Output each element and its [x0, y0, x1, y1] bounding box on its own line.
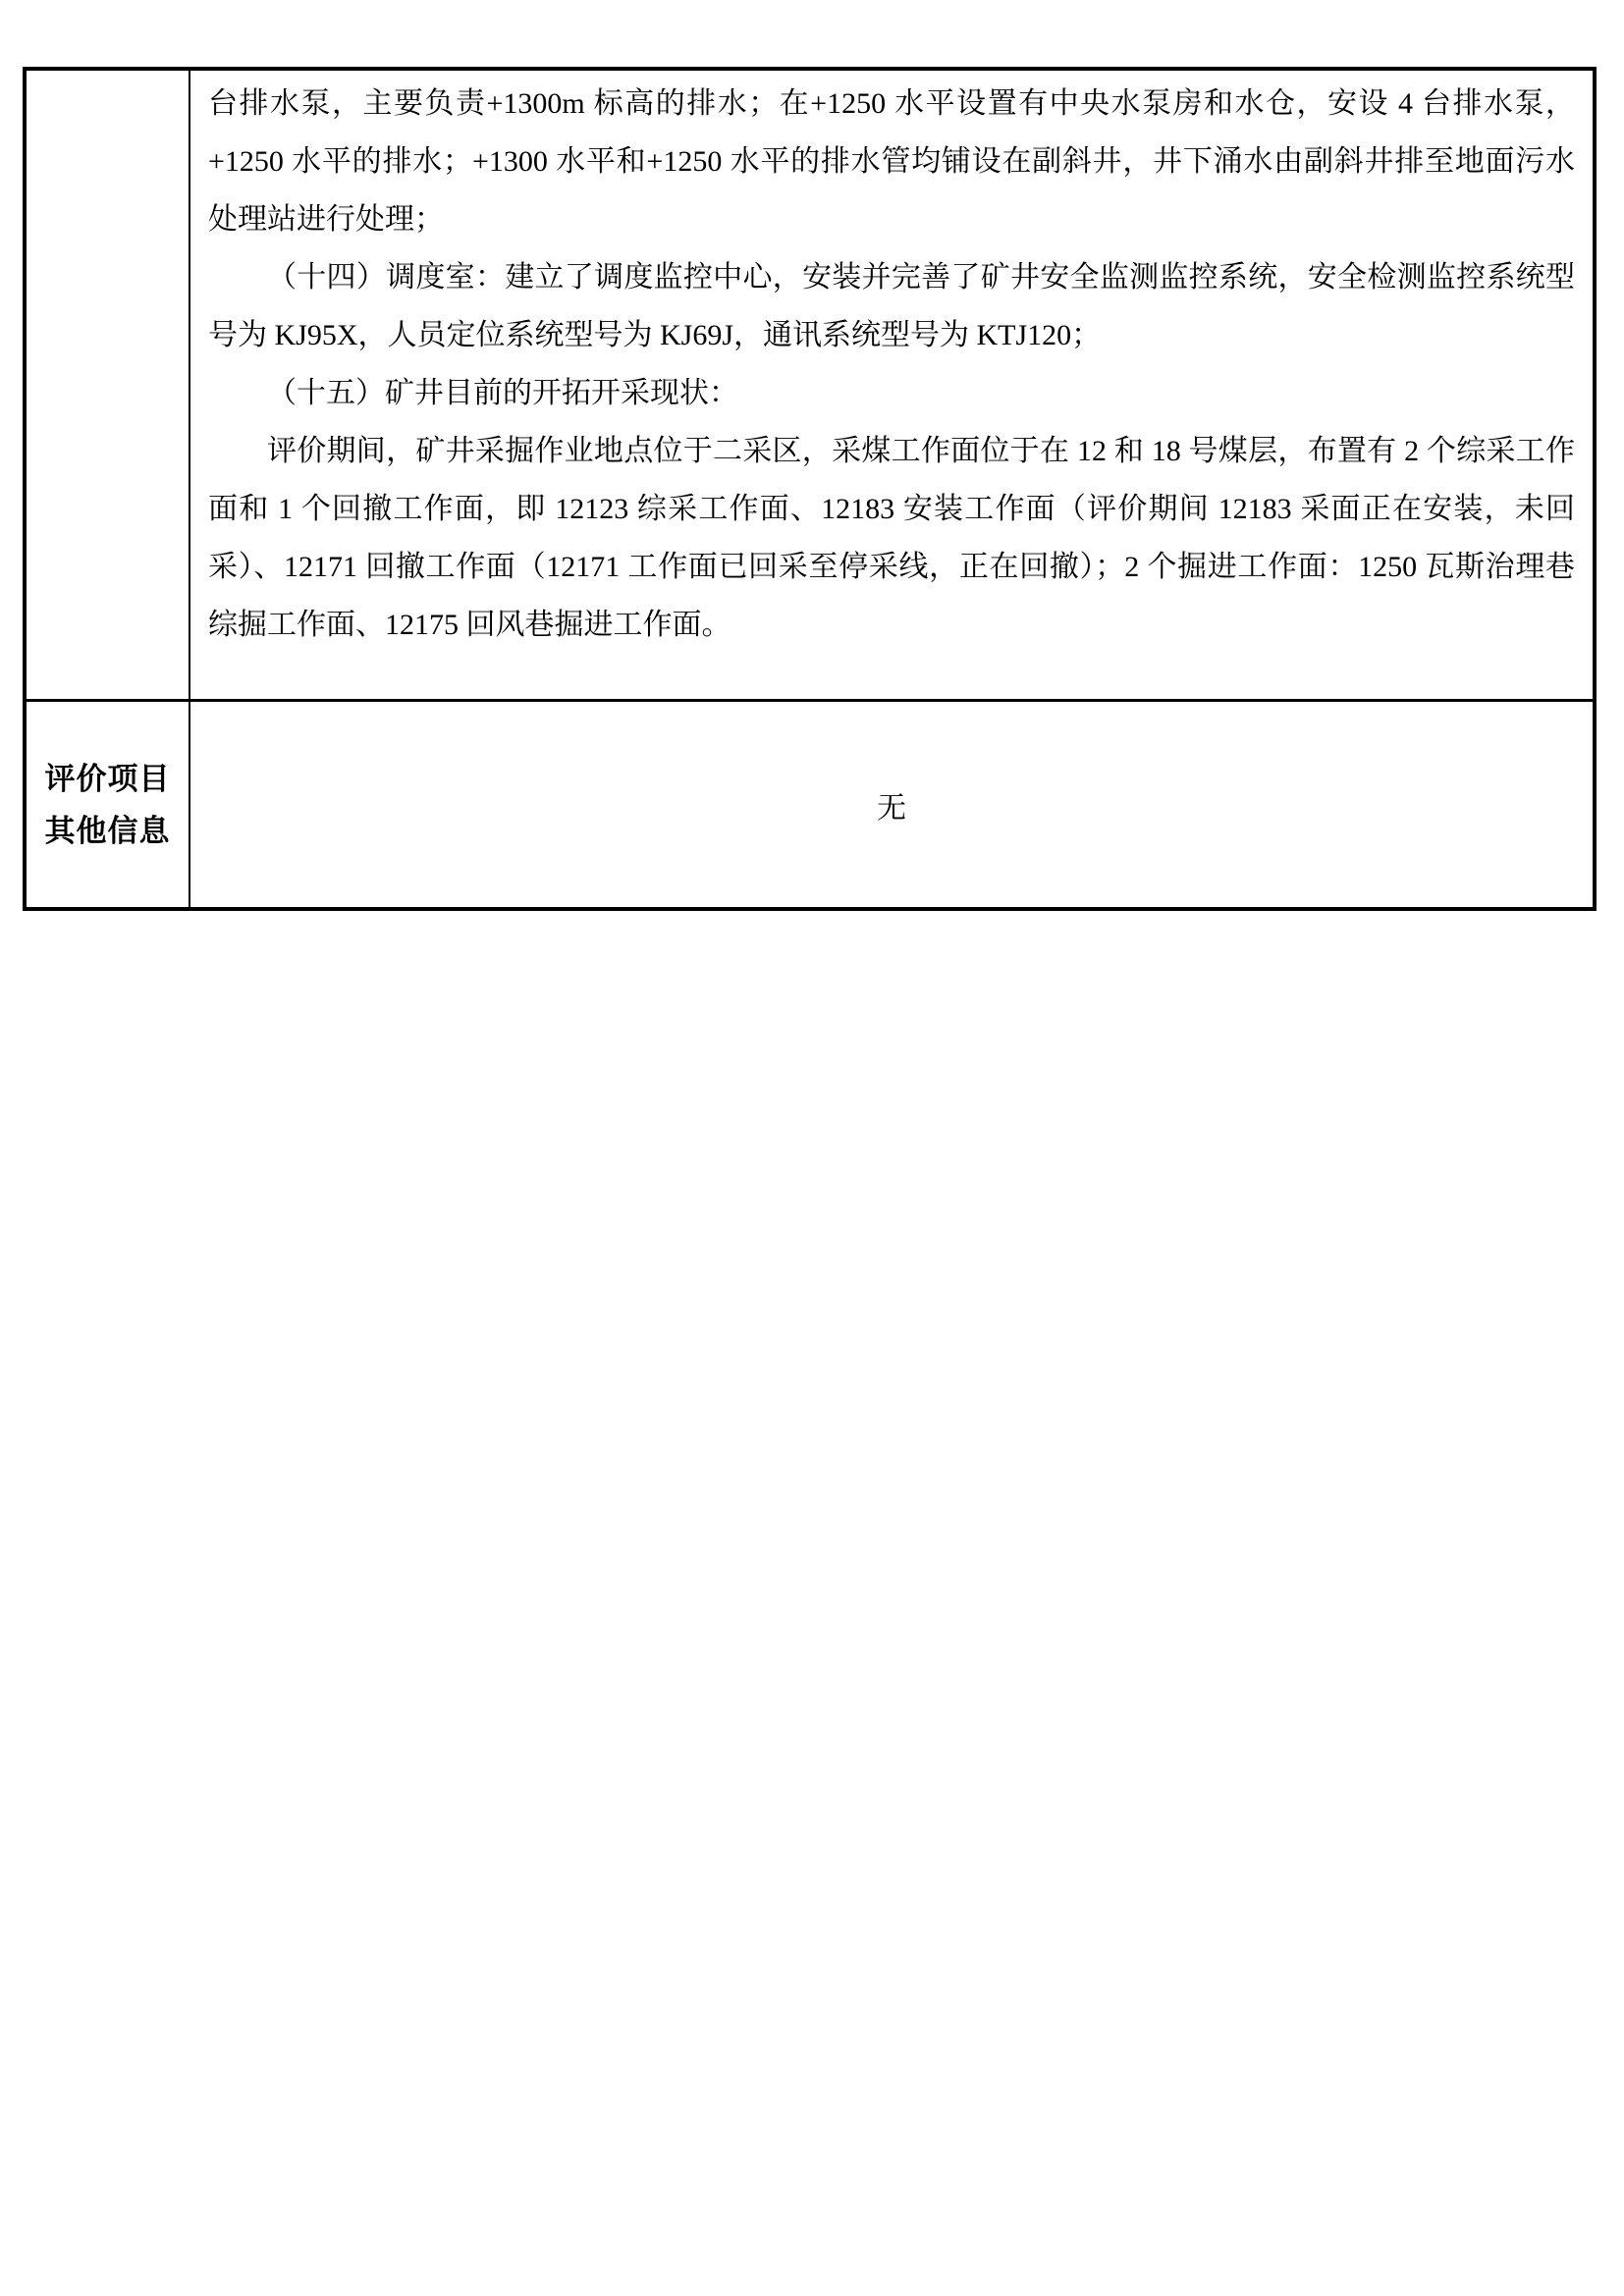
row1-label-cell-empty	[27, 71, 190, 702]
row2-value-cell	[190, 702, 1593, 907]
row1-content-cell	[190, 71, 1593, 702]
row2-header-cell	[27, 702, 190, 907]
row2-value-none: 无	[877, 791, 906, 825]
row2-header-line2: 其他信息	[44, 813, 171, 848]
paragraph-mining-status-heading: （十五）矿井目前的开拓开采现状：	[267, 377, 738, 409]
paragraph-dispatch-room: （十四）调度室：建立了调度监控中心，安装并完善了矿井安全监测监控系统，安全检测监控系统型号为 KJ95X，人员定位系统型号为 KJ69J，通讯系统型号为 KTJ120；	[208, 261, 1575, 351]
row2-header-line1: 评价项目	[44, 761, 171, 796]
paragraph-drainage-system: 台排水泵，主要负责+1300m 标高的排水；在+1250 水平设置有中央水泵房和水仓，安设 4 台排水泵，+1250 水平的排水；+1300 水平和+1250 水平的排水管均铺设在副斜井，井下涌水由副斜井排至地面污水处理站进行处理；	[208, 87, 1575, 236]
evaluation-report-table	[23, 67, 1597, 911]
paragraph-mining-status-detail: 评价期间，矿井采掘作业地点位于二采区，采煤工作面位于在 12 和 18 号煤层，布置有 2 个综采工作面和 1 个回撤工作面，即 12123 综采工作面、12183 安装工作面（评价期间 12183 采面正在安装，未回采）、12171 回撤工作面（12171 工作面已回采至停采线，正在回撤）；2 个掘进工作面：1250 瓦斯治理巷综掘工作面、12175 回风巷掘进工作面。	[208, 435, 1575, 641]
